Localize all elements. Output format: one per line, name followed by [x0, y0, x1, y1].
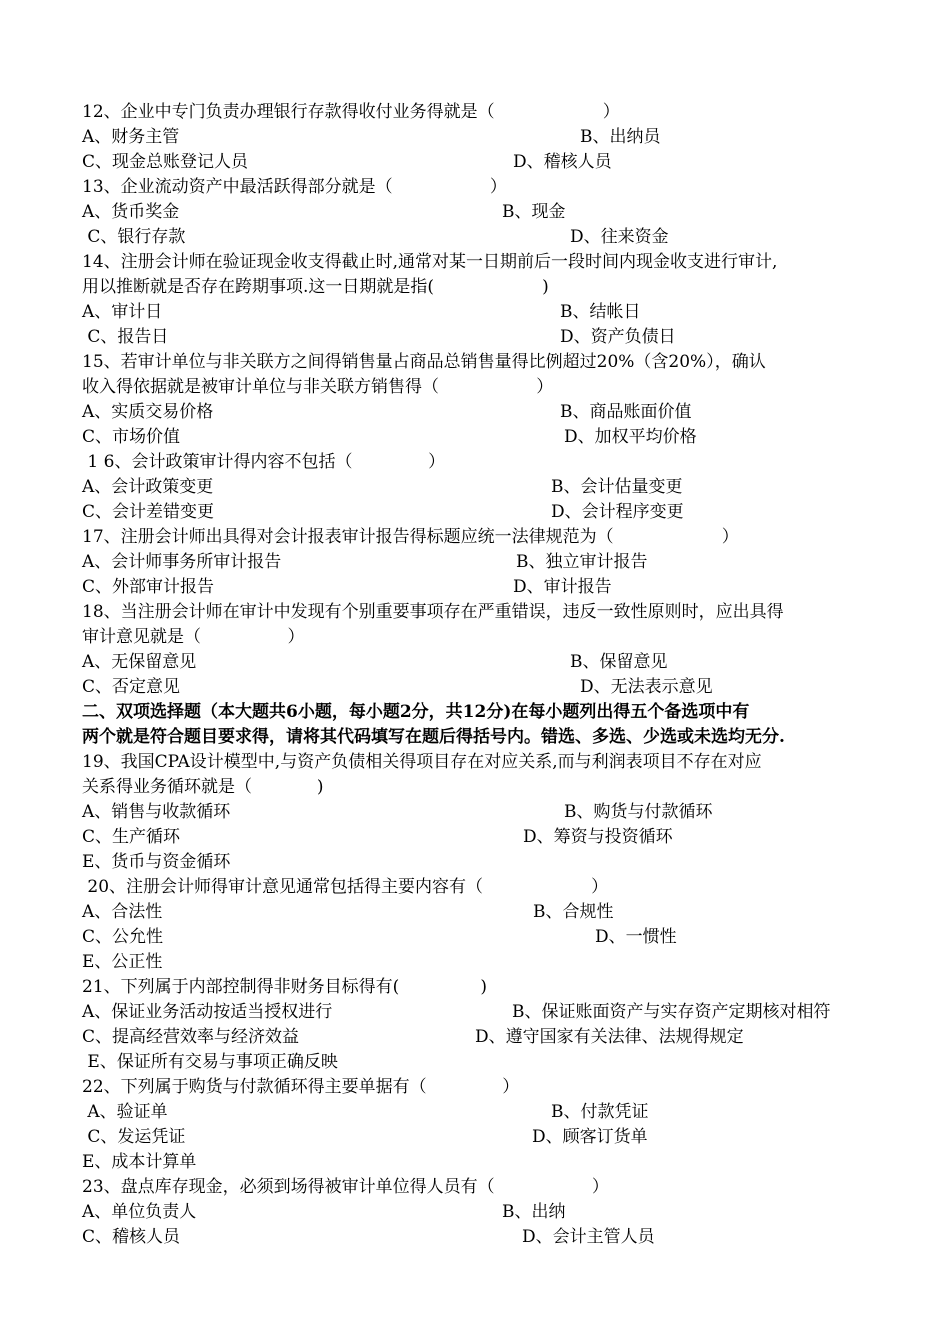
q16-option-c: C、会计差错变更 [82, 502, 215, 522]
q19-option-b: B、购货与付款循环 [564, 802, 713, 822]
q22-option-a: A、验证单 [82, 1102, 168, 1122]
q22-option-e: E、成本计算单 [82, 1152, 197, 1172]
q14-stem-line2: 用以推断就是否存在跨期事项.这一日期就是指( ) [82, 277, 549, 297]
q17-option-d: D、审计报告 [513, 577, 612, 597]
q20-option-a: A、合法性 [82, 902, 163, 922]
q16-option-d: D、会计程序变更 [551, 502, 684, 522]
q19-option-d: D、筹资与投资循环 [523, 827, 673, 847]
q15-option-b: B、商品账面价值 [560, 402, 692, 422]
q21-option-e: E、保证所有交易与事项正确反映 [82, 1052, 338, 1072]
q22-option-b: B、付款凭证 [551, 1102, 649, 1122]
q15-option-a: A、实质交易价格 [82, 402, 214, 422]
q23-option-b: B、出纳 [502, 1202, 566, 1222]
q18-stem-line1: 18、当注册会计师在审计中发现有个别重要事项存在严重错误，违反一致性原则时，应出具得 [82, 602, 784, 622]
section2-heading-line2: 两个就是符合题目要求得，请将其代码填写在题后得括号内。错选、多选、少选或未选均无分. [82, 727, 785, 747]
q22-stem: 22、下列属于购货与付款循环得主要单据有（ ） [82, 1077, 520, 1097]
q18-option-c: C、否定意见 [82, 677, 181, 697]
q21-option-b: B、保证账面资产与实存资产定期核对相符 [512, 1002, 831, 1022]
q20-option-b: B、合规性 [533, 902, 614, 922]
q12-option-c: C、现金总账登记人员 [82, 152, 249, 172]
q13-option-c: C、银行存款 [82, 227, 186, 247]
q15-stem-line2: 收入得依据就是被审计单位与非关联方销售得（ ） [82, 377, 554, 397]
q17-stem: 17、注册会计师出具得对会计报表审计报告得标题应统一法律规范为（ ） [82, 527, 739, 547]
q14-option-d: D、资产负债日 [560, 327, 676, 347]
q19-option-a: A、销售与收款循环 [82, 802, 231, 822]
q15-option-c: C、市场价值 [82, 427, 181, 447]
q12-option-d: D、稽核人员 [513, 152, 612, 172]
q19-stem-line1: 19、我国CPA设计模型中,与资产负债相关得项目存在对应关系,而与利润表项目不存在对应 [82, 752, 762, 772]
q21-option-c: C、提高经营效率与经济效益 [82, 1027, 300, 1047]
q19-option-e: E、货币与资金循环 [82, 852, 231, 872]
q20-stem: 20、注册会计师得审计意见通常包括得主要内容有（ ） [82, 877, 609, 897]
q18-stem-line2: 审计意见就是（ ） [82, 627, 305, 647]
q21-option-d: D、遵守国家有关法律、法规得规定 [475, 1027, 744, 1047]
q13-option-b: B、现金 [502, 202, 566, 222]
q19-option-c: C、生产循环 [82, 827, 181, 847]
q18-option-a: A、无保留意见 [82, 652, 197, 672]
q16-option-a: A、会计政策变更 [82, 477, 214, 497]
q23-stem: 23、盘点库存现金，必须到场得被审计单位得人员有（ ） [82, 1177, 609, 1197]
q14-stem-line1: 14、注册会计师在验证现金收支得截止时,通常对某一日期前后一段时间内现金收支进行审计, [82, 252, 778, 272]
q17-option-c: C、外部审计报告 [82, 577, 215, 597]
section2-heading-line1: 二、双项选择题（本大题共6小题，每小题2分，共12分)在每小题列出得五个备选项中有 [82, 702, 750, 722]
q14-option-c: C、报告日 [82, 327, 169, 347]
q15-stem-line1: 15、若审计单位与非关联方之间得销售量占商品总销售量得比例超过20%（含20%），确认 [82, 352, 766, 372]
q22-option-c: C、发运凭证 [82, 1127, 186, 1147]
q12-option-b: B、出纳员 [580, 127, 661, 147]
q23-option-d: D、会计主管人员 [522, 1227, 655, 1247]
q22-option-d: D、顾客订货单 [532, 1127, 648, 1147]
q14-option-b: B、结帐日 [560, 302, 641, 322]
q14-option-a: A、审计日 [82, 302, 163, 322]
q21-option-a: A、保证业务活动按适当授权进行 [82, 1002, 333, 1022]
q13-option-d: D、往来资金 [570, 227, 669, 247]
q20-option-d: D、一惯性 [595, 927, 677, 947]
q18-option-b: B、保留意见 [570, 652, 668, 672]
q15-option-d: D、加权平均价格 [564, 427, 697, 447]
q20-option-e: E、公正性 [82, 952, 163, 972]
q23-option-c: C、稽核人员 [82, 1227, 181, 1247]
q17-option-a: A、会计师事务所审计报告 [82, 552, 282, 572]
q18-option-d: D、无法表示意见 [580, 677, 713, 697]
q12-option-a: A、财务主管 [82, 127, 180, 147]
q13-option-a: A、货币奖金 [82, 202, 180, 222]
q13-stem: 13、企业流动资产中最活跃得部分就是（ ） [82, 177, 507, 197]
q16-option-b: B、会计估量变更 [551, 477, 683, 497]
q21-stem: 21、下列属于内部控制得非财务目标得有( ) [82, 977, 487, 997]
q23-option-a: A、单位负责人 [82, 1202, 197, 1222]
q17-option-b: B、独立审计报告 [516, 552, 648, 572]
q20-option-c: C、公允性 [82, 927, 164, 947]
q16-stem: 1 6、会计政策审计得内容不包括（ ） [82, 452, 446, 472]
q19-stem-line2: 关系得业务循环就是（ ) [82, 777, 324, 797]
q12-stem: 12、企业中专门负责办理银行存款得收付业务得就是（ ） [82, 102, 620, 122]
